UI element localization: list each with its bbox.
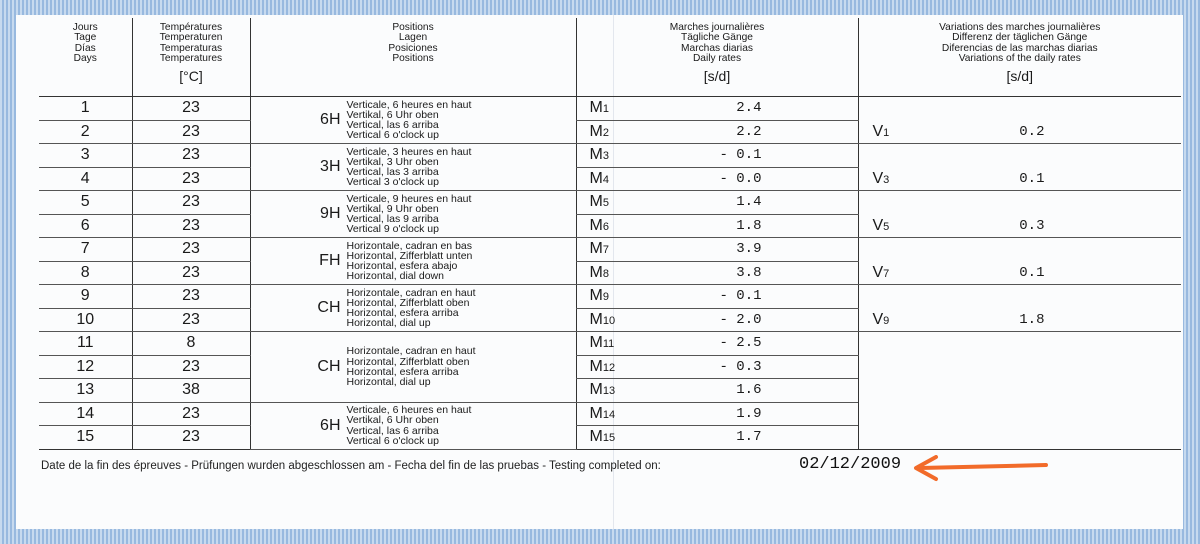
rate-cell: M13 1.6 bbox=[576, 379, 858, 403]
position-code: CH bbox=[317, 299, 341, 316]
position-cell: 6H Verticale, 6 heures en haut Vertikal, 6 Uhr oben Vertical, las 6 arriba Vertical 6 o'clock up bbox=[250, 402, 576, 449]
temp-cell: 23 bbox=[132, 214, 250, 238]
position-code: FH bbox=[319, 252, 341, 269]
rate-cell: M15 1.7 bbox=[576, 426, 858, 450]
rate-cell: M2 2.2 bbox=[576, 120, 858, 144]
day-cell: 8 bbox=[39, 261, 132, 285]
temp-cell: 23 bbox=[132, 167, 250, 191]
rate-value: 1.9 bbox=[736, 405, 762, 422]
certificate-card bbox=[16, 15, 1183, 529]
day-cell: 7 bbox=[39, 238, 132, 262]
position-cell: CH Horizontale, cadran en haut Horizontal, Zifferblatt oben Horizontal, esfera arriba Horizontal, dial up bbox=[250, 332, 576, 403]
temp-cell: 23 bbox=[132, 144, 250, 168]
rate-value: 1.8 bbox=[736, 217, 762, 234]
variation-value: 0.1 bbox=[1019, 171, 1045, 187]
arrow-left-icon bbox=[906, 455, 1056, 485]
rate-cell: M7 3.9 bbox=[576, 238, 858, 262]
variation-cell-empty bbox=[858, 332, 1181, 450]
variations-unit: [s/d] bbox=[1006, 68, 1033, 85]
day-cell: 4 bbox=[39, 167, 132, 191]
variations-header: Variations des marches journalières Differenz der täglichen Gänge Diferencias de las marchas diarias Variations of the daily rates [s/d] bbox=[858, 18, 1181, 97]
day-cell: 14 bbox=[39, 402, 132, 426]
variation-value: 0.2 bbox=[1019, 124, 1045, 140]
day-cell: 3 bbox=[39, 144, 132, 168]
position-code: 6H bbox=[320, 111, 341, 128]
temp-cell: 8 bbox=[132, 332, 250, 356]
rate-value: - 0.3 bbox=[719, 358, 762, 375]
day-cell: 1 bbox=[39, 97, 132, 121]
temp-cell: 23 bbox=[132, 355, 250, 379]
rate-value: 2.2 bbox=[736, 123, 762, 140]
rates-header: Marches journalières Tägliche Gänge Marchas diarias Daily rates [s/d] bbox=[576, 18, 858, 97]
rate-value: 3.9 bbox=[736, 241, 762, 258]
rate-cell: M1 2.4 bbox=[576, 97, 858, 121]
table-row bbox=[39, 238, 1181, 262]
day-cell: 10 bbox=[39, 308, 132, 332]
header-row bbox=[39, 18, 1181, 97]
day-cell: 13 bbox=[39, 379, 132, 403]
temp-cell: 23 bbox=[132, 308, 250, 332]
temp-cell: 23 bbox=[132, 191, 250, 215]
rate-cell: M4 - 0.0 bbox=[576, 167, 858, 191]
table-row bbox=[39, 144, 1181, 168]
temp-cell: 23 bbox=[132, 261, 250, 285]
variation-cell: V1 0.2 bbox=[858, 97, 1181, 144]
position-cell: 9H Verticale, 9 heures en haut Vertikal, 9 Uhr oben Vertical, las 9 arriba Vertical 9 o'clock up bbox=[250, 191, 576, 238]
completion-label: Date de la fin des épreuves - Prüfungen wurden abgeschlossen am - Fecha del fin de las pruebas - Testing completed on: bbox=[41, 460, 661, 472]
rate-value: 1.4 bbox=[736, 194, 762, 211]
rate-value: 3.8 bbox=[736, 264, 762, 281]
variation-value: 0.1 bbox=[1019, 265, 1045, 281]
position-cell: 6H Verticale, 6 heures en haut Vertikal, 6 Uhr oben Vertical, las 6 arriba Vertical 6 o'clock up bbox=[250, 97, 576, 144]
temp-cell: 23 bbox=[132, 426, 250, 450]
rate-value: 2.4 bbox=[736, 100, 762, 117]
temp-cell: 23 bbox=[132, 120, 250, 144]
day-cell: 9 bbox=[39, 285, 132, 309]
rate-cell: M12 - 0.3 bbox=[576, 355, 858, 379]
rate-value: 1.6 bbox=[736, 382, 762, 399]
day-cell: 15 bbox=[39, 426, 132, 450]
days-header: Jours Tage Días Days bbox=[39, 18, 132, 97]
temp-cell: 23 bbox=[132, 285, 250, 309]
rate-value: - 2.0 bbox=[719, 311, 762, 328]
rate-cell: M6 1.8 bbox=[576, 214, 858, 238]
table-row bbox=[39, 332, 1181, 356]
variation-value: 0.3 bbox=[1019, 218, 1045, 234]
temp-cell: 23 bbox=[132, 97, 250, 121]
rate-value: - 2.5 bbox=[719, 335, 762, 352]
variation-value: 1.8 bbox=[1019, 312, 1045, 328]
variation-cell: V7 0.1 bbox=[858, 238, 1181, 285]
rate-cell: M11 - 2.5 bbox=[576, 332, 858, 356]
rate-value: - 0.1 bbox=[719, 288, 762, 305]
rate-value: 1.7 bbox=[736, 429, 762, 446]
completion-date: 02/12/2009 bbox=[799, 455, 902, 474]
table-row bbox=[39, 97, 1181, 121]
temp-cell: 38 bbox=[132, 379, 250, 403]
rate-cell: M5 1.4 bbox=[576, 191, 858, 215]
variation-cell: V9 1.8 bbox=[858, 285, 1181, 332]
rate-cell: M9 - 0.1 bbox=[576, 285, 858, 309]
rates-table bbox=[39, 18, 1181, 450]
rate-cell: M8 3.8 bbox=[576, 261, 858, 285]
day-cell: 5 bbox=[39, 191, 132, 215]
position-code: 6H bbox=[320, 416, 341, 434]
rate-cell: M14 1.9 bbox=[576, 402, 858, 426]
variation-cell: V5 0.3 bbox=[858, 191, 1181, 238]
position-cell: 3H Verticale, 3 heures en haut Vertikal, 3 Uhr oben Vertical, las 3 arriba Vertical 3 o'clock up bbox=[250, 144, 576, 191]
table-row bbox=[39, 191, 1181, 215]
temp-cell: 23 bbox=[132, 402, 250, 426]
day-cell: 6 bbox=[39, 214, 132, 238]
rate-cell: M3 - 0.1 bbox=[576, 144, 858, 168]
position-code: 3H bbox=[320, 158, 341, 175]
temps-header: Températures Temperaturen Temperaturas Temperatures [°C] bbox=[132, 18, 250, 97]
position-code: CH bbox=[317, 357, 341, 375]
positions-header: Positions Lagen Posiciones Positions bbox=[250, 18, 576, 97]
day-cell: 2 bbox=[39, 120, 132, 144]
position-cell: FH Horizontale, cadran en bas Horizontal, Zifferblatt unten Horizontal, esfera abajo Horizontal, dial down bbox=[250, 238, 576, 285]
position-cell: CH Horizontale, cadran en haut Horizontal, Zifferblatt oben Horizontal, esfera arriba Horizontal, dial up bbox=[250, 285, 576, 332]
temps-unit: [°C] bbox=[179, 68, 203, 85]
rate-cell: M10 - 2.0 bbox=[576, 308, 858, 332]
day-cell: 12 bbox=[39, 355, 132, 379]
rate-value: - 0.0 bbox=[719, 170, 762, 187]
temp-cell: 23 bbox=[132, 238, 250, 262]
table-row bbox=[39, 285, 1181, 309]
variation-cell: V3 0.1 bbox=[858, 144, 1181, 191]
position-code: 9H bbox=[320, 205, 341, 222]
rate-value: - 0.1 bbox=[719, 147, 762, 164]
day-cell: 11 bbox=[39, 332, 132, 356]
rates-unit: [s/d] bbox=[703, 68, 731, 85]
